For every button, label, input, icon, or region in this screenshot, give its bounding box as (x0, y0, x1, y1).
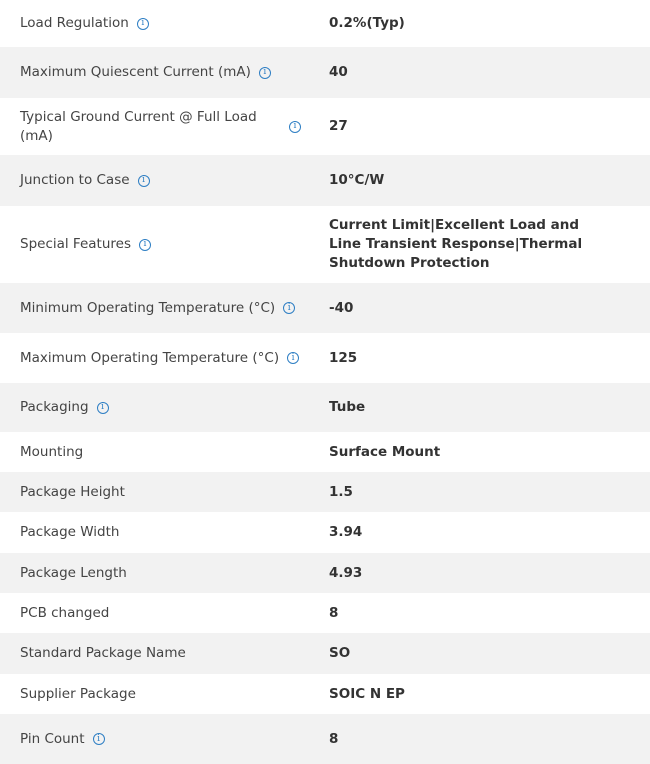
spec-row-max-quiescent-current (0, 47, 650, 98)
spec-row-package-length (0, 553, 650, 593)
info-icon[interactable]: i (97, 402, 109, 414)
spec-label: Minimum Operating Temperature (°C) (20, 299, 276, 316)
spec-label: PCB changed (20, 604, 110, 621)
spec-row-mounting (0, 432, 650, 472)
spec-value: 8 (329, 604, 339, 621)
spec-row-pcb-changed (0, 593, 650, 633)
spec-value: SOIC N EP (329, 685, 405, 702)
info-icon[interactable]: i (138, 175, 150, 187)
spec-label: Special Features (20, 236, 131, 252)
spec-label: Standard Package Name (20, 645, 186, 661)
info-icon[interactable]: i (137, 18, 149, 30)
info-icon[interactable]: i (283, 302, 295, 314)
spec-label: Pin Count (20, 730, 85, 747)
spec-label: Mounting (20, 443, 84, 460)
info-icon[interactable]: i (287, 352, 299, 364)
spec-row-min-operating-temp (0, 283, 650, 333)
spec-row-standard-package-name (0, 633, 650, 674)
spec-value: 125 (329, 349, 358, 366)
spec-value: SO (329, 645, 351, 661)
spec-label: Package Length (20, 564, 127, 581)
spec-row-max-operating-temp (0, 333, 650, 383)
spec-label: Typical Ground Current @ Full Load (mA) (20, 108, 257, 144)
info-icon[interactable]: i (259, 67, 271, 79)
spec-value: 4.93 (329, 564, 363, 581)
spec-label: Maximum Quiescent Current (mA) (20, 64, 251, 80)
info-icon[interactable]: i (289, 121, 301, 133)
spec-value: 1.5 (329, 483, 353, 500)
spec-value: 8 (329, 730, 339, 747)
info-icon[interactable]: i (139, 239, 151, 251)
spec-row-special-features (0, 206, 650, 283)
spec-label: Packaging (20, 399, 89, 415)
spec-value: 3.94 (329, 524, 363, 540)
spec-row-junction-to-case (0, 155, 650, 206)
info-icon[interactable]: i (93, 733, 105, 745)
spec-label: Junction to Case (20, 172, 130, 188)
spec-label: Supplier Package (20, 685, 136, 702)
spec-value: Tube (329, 399, 366, 415)
spec-row-pin-count (0, 714, 650, 764)
spec-row-load-regulation (0, 0, 650, 47)
spec-value: 10°C/W (329, 172, 385, 188)
spec-value: 0.2%(Typ) (329, 15, 405, 31)
spec-row-ground-current (0, 98, 650, 155)
spec-label: Package Height (20, 483, 125, 500)
spec-label: Package Width (20, 524, 120, 540)
spec-value: 27 (329, 118, 348, 134)
spec-row-supplier-package (0, 674, 650, 714)
spec-value: -40 (329, 299, 354, 316)
spec-value: Current Limit|Excellent Load and Line Transient Response|Thermal Shutdown Protection (329, 217, 583, 271)
spec-label: Load Regulation (20, 15, 129, 31)
spec-row-package-height (0, 472, 650, 512)
spec-row-package-width (0, 512, 650, 553)
spec-value: 40 (329, 64, 348, 80)
spec-label: Maximum Operating Temperature (°C) (20, 349, 280, 366)
spec-row-packaging (0, 383, 650, 432)
spec-value: Surface Mount (329, 443, 441, 460)
